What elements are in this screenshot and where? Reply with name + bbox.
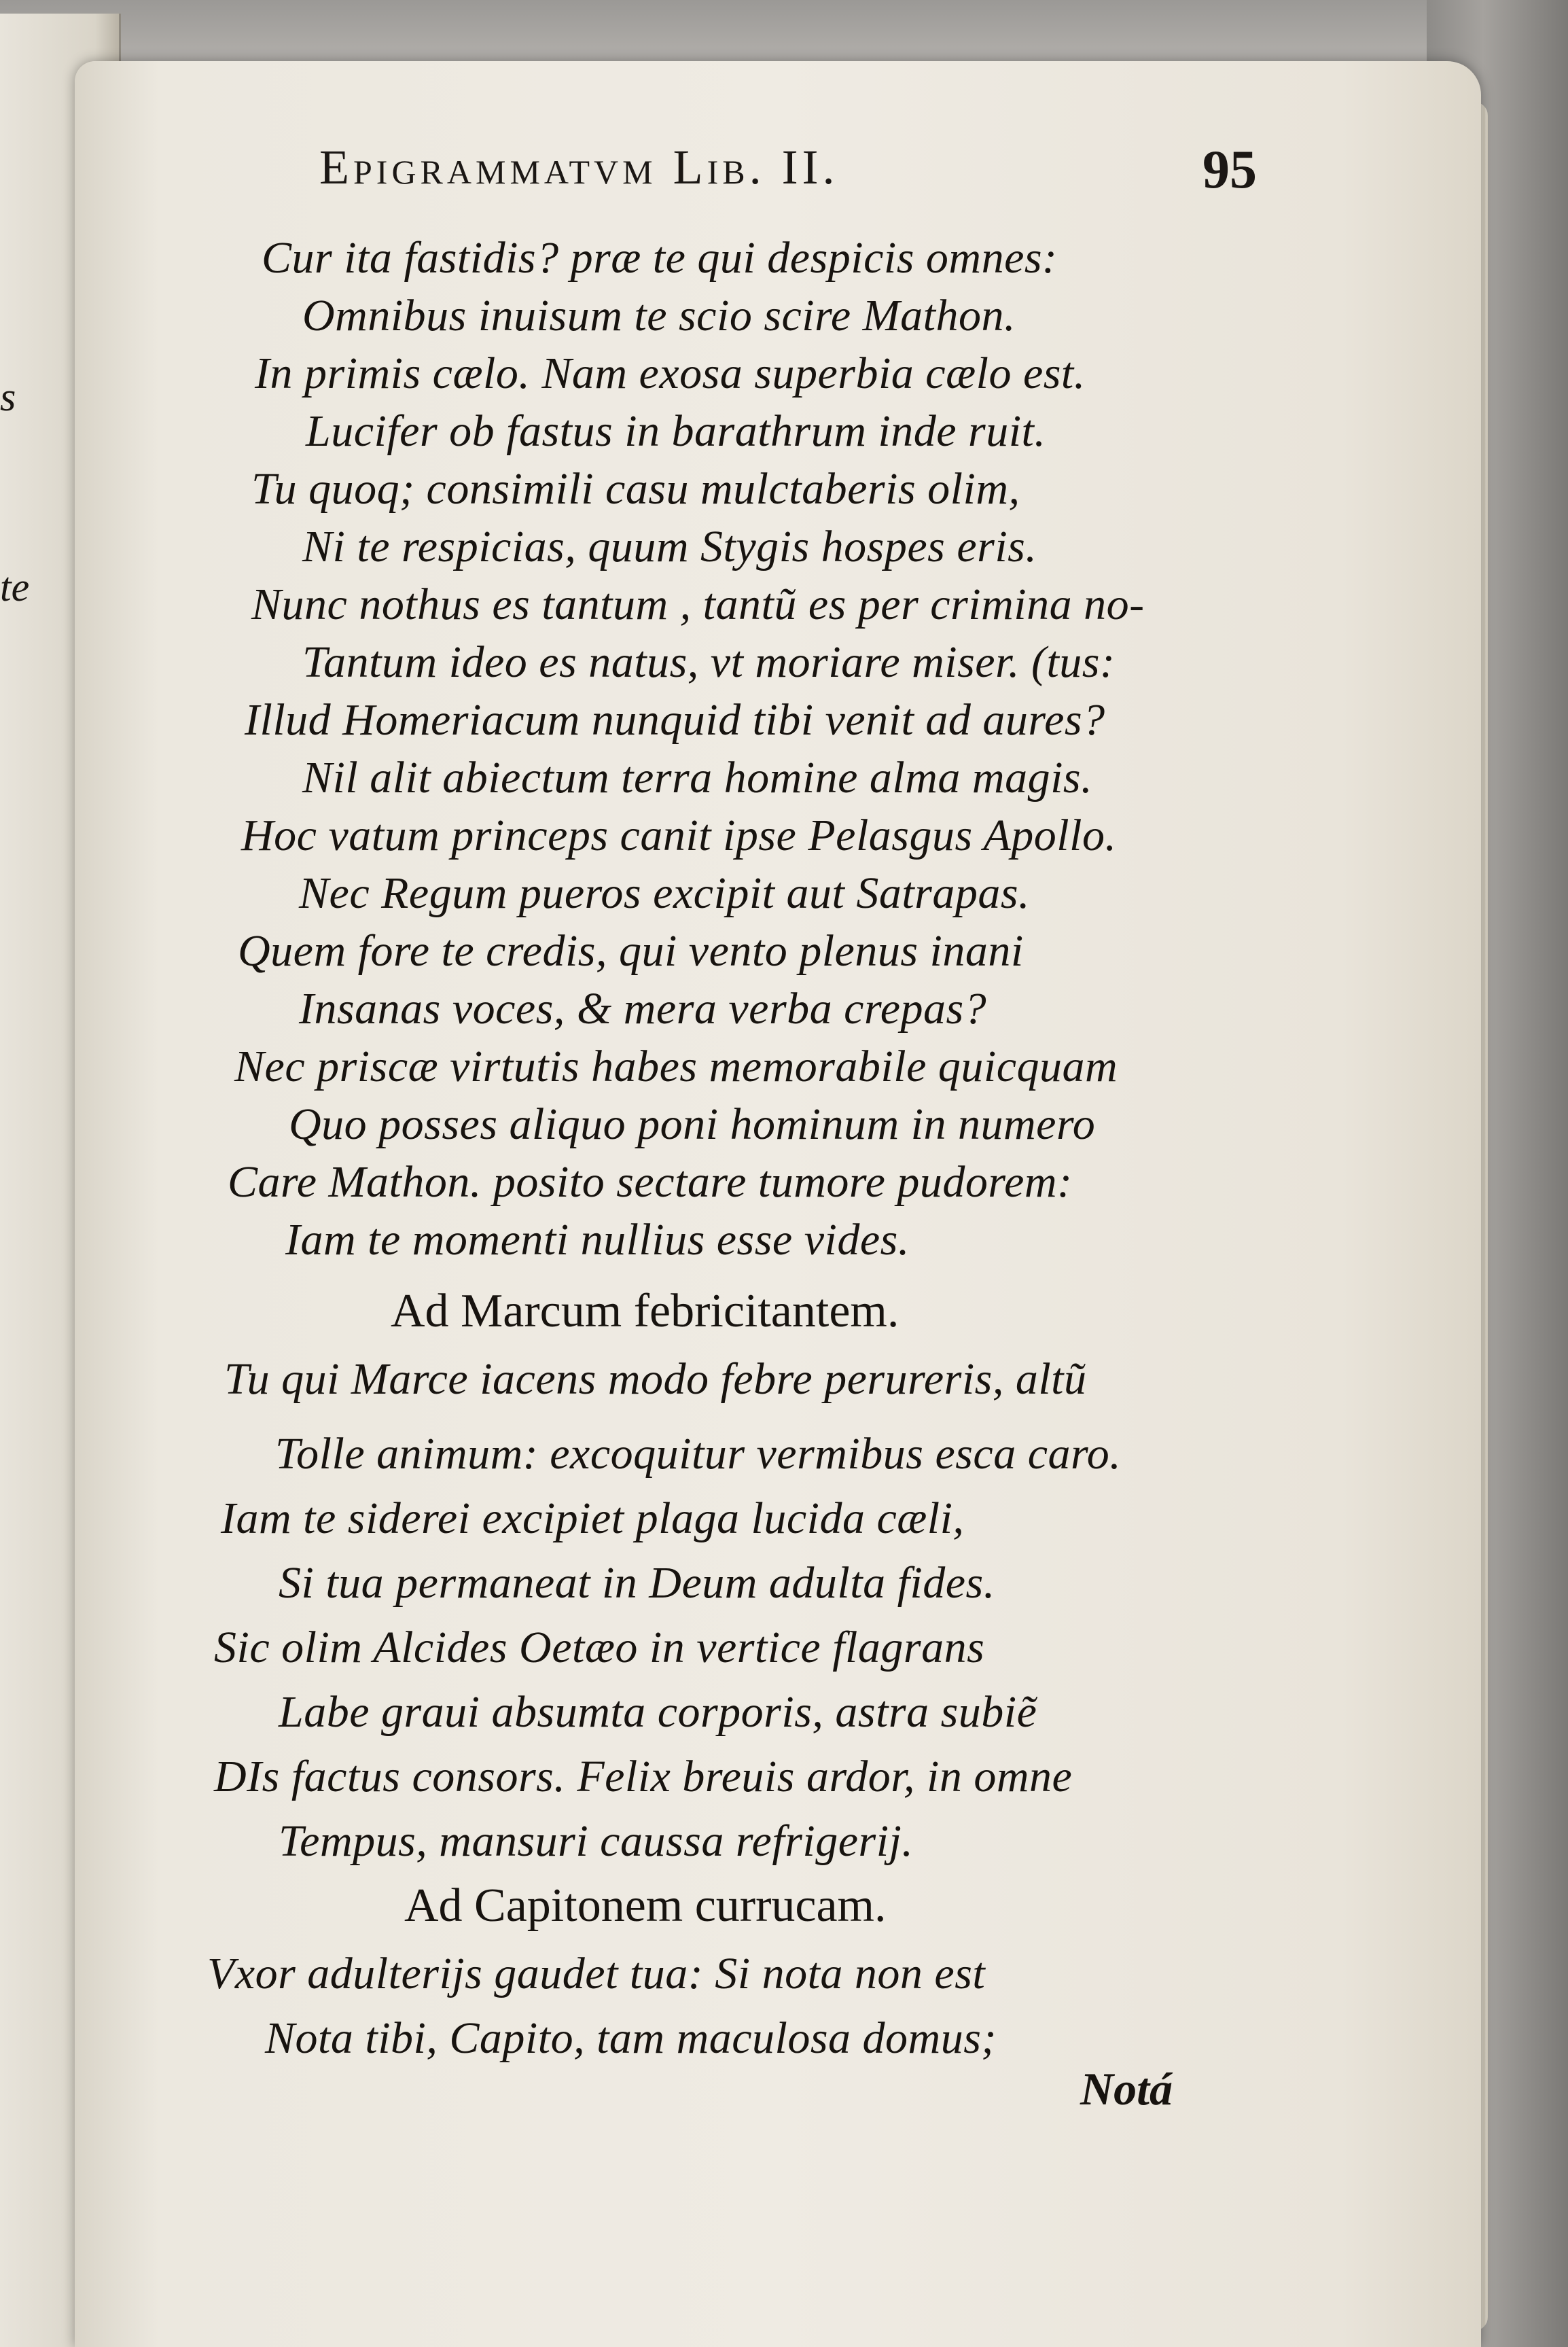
verse-line: Lucifer ob fastus in barathrum inde ruit. bbox=[306, 406, 1046, 456]
verse-line: DIs factus consors. Felix breuis ardor, in omne bbox=[214, 1752, 1073, 1801]
verse-line: Sic olim Alcides Oetæo in vertice flagrans bbox=[214, 1623, 985, 1672]
verse-line: Insanas voces, & mera verba crepas? bbox=[299, 984, 987, 1034]
verse-line: Cur ita fastidis? præ te qui despicis omnes: bbox=[262, 233, 1058, 283]
verse-line: Ni te respicias, quum Stygis hospes eris. bbox=[302, 522, 1037, 571]
verse-line: Nil alit abiectum terra homine alma magis. bbox=[302, 753, 1093, 802]
verse-line: Iam te siderei excipiet plaga lucida cæli, bbox=[221, 1494, 965, 1543]
verse-line: Si tua permaneat in Deum adulta fides. bbox=[279, 1558, 995, 1608]
verse-line: Quem fore te credis, qui vento plenus inani bbox=[238, 926, 1024, 976]
verse-line: Hoc vatum princeps canit ipse Pelasgus Apollo. bbox=[241, 811, 1117, 860]
verse-line: In primis cælo. Nam exosa superbia cælo est. bbox=[255, 349, 1086, 398]
verse-line: Nunc nothus es tantum , tantũ es per crimina no- bbox=[251, 580, 1145, 629]
verse-line: Tantum ideo es natus, vt moriare miser. (tus: bbox=[302, 637, 1116, 687]
verse-line: Care Mathon. posito sectare tumore pudorem: bbox=[228, 1157, 1073, 1207]
verse-line: Tempus, mansuri caussa refrigerij. bbox=[279, 1816, 914, 1866]
verse-line: Tolle animum: excoquitur vermibus esca caro. bbox=[275, 1429, 1122, 1479]
verse-line: Omnibus inuisum te scio scire Mathon. bbox=[302, 291, 1016, 340]
left-page-fragment: s bbox=[0, 374, 16, 419]
verse-line: Tu qui Marce iacens modo febre perureris, altũ bbox=[224, 1354, 1087, 1404]
verse-line: Iam te momenti nullius esse vides. bbox=[285, 1215, 910, 1265]
verse-line: Quo posses aliquo poni hominum in numero bbox=[289, 1099, 1096, 1149]
running-title: Epigrammatvm Lib. II. bbox=[319, 140, 839, 194]
epigram-heading: Ad Capitonem currucam. bbox=[404, 1880, 887, 1932]
verse-line: Nec priscæ virtutis habes memorabile quicquam bbox=[234, 1042, 1118, 1091]
verse-line: Nota tibi, Capito, tam maculosa domus; bbox=[265, 2013, 997, 2063]
catchword: Notá bbox=[1080, 2063, 1173, 2115]
verse-line: Vxor adulterijs gaudet tua: Si nota non est bbox=[207, 1949, 986, 1998]
left-page-fragment: te bbox=[0, 565, 30, 610]
epigram-heading: Ad Marcum febricitantem. bbox=[391, 1285, 899, 1337]
verse-line: Illud Homeriacum nunquid tibi venit ad aures? bbox=[245, 695, 1105, 745]
verse-line: Nec Regum pueros excipit aut Satrapas. bbox=[299, 868, 1031, 918]
verse-line: Tu quoq; consimili casu mulctaberis olim, bbox=[251, 464, 1020, 514]
verse-line: Labe graui absumta corporis, astra subiẽ bbox=[279, 1687, 1037, 1737]
page-number: 95 bbox=[1202, 140, 1257, 200]
